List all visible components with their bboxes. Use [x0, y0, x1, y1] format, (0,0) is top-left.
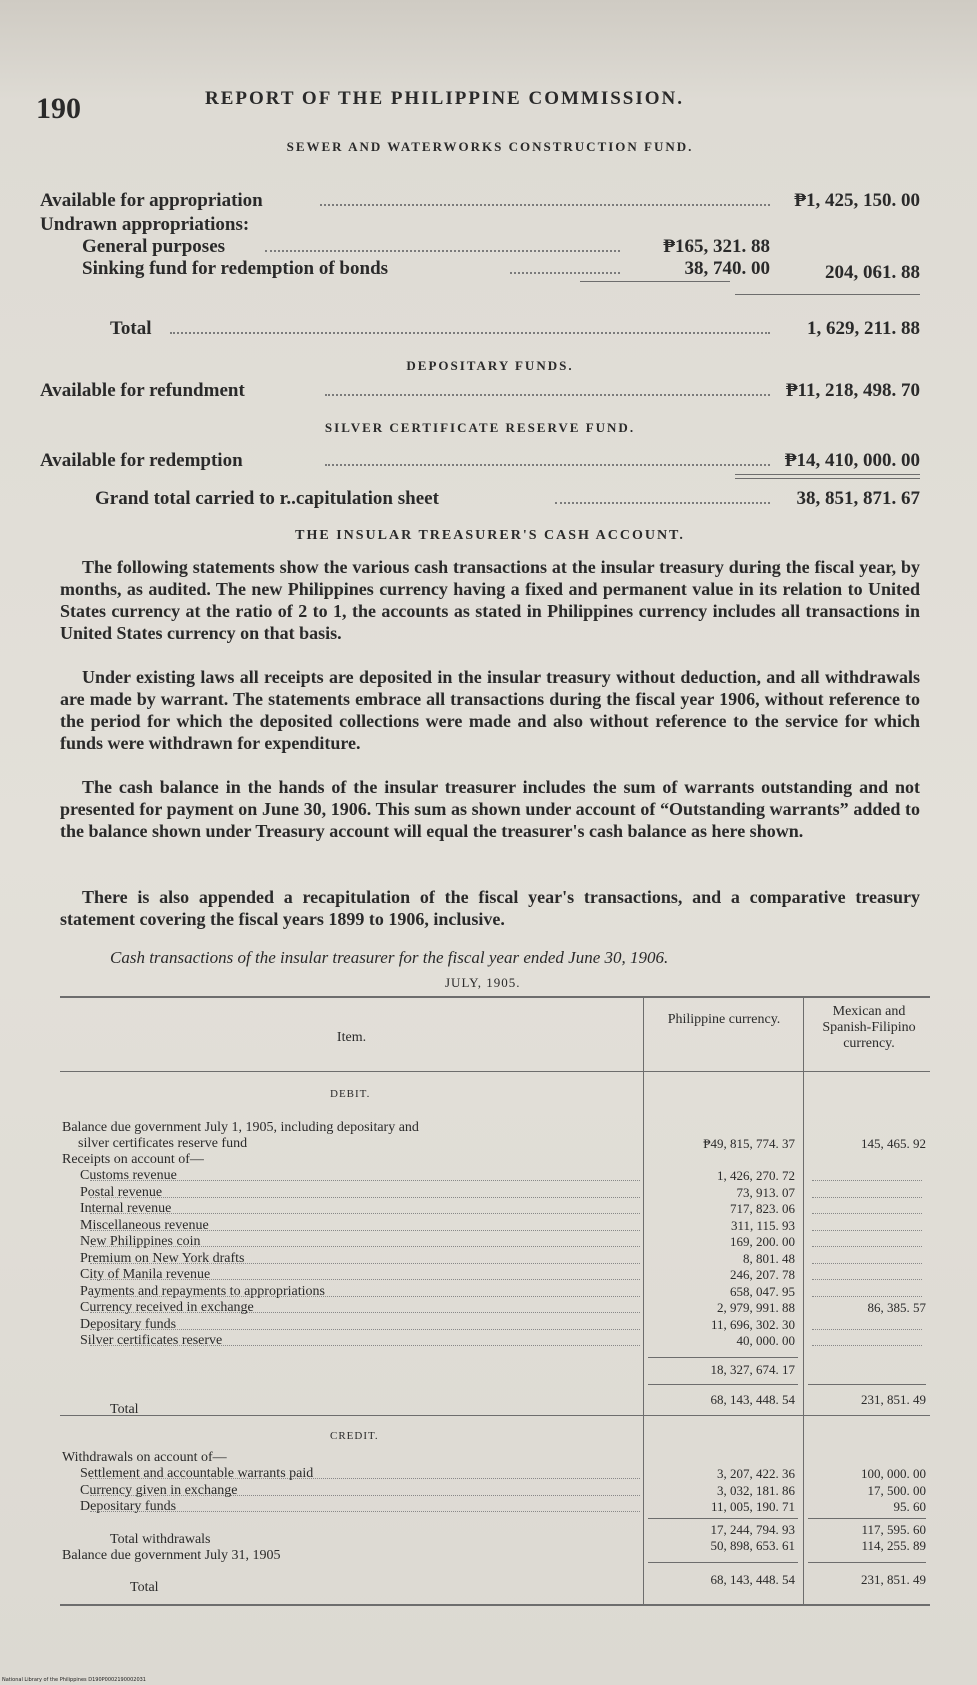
withdrawals-row-mex: 100, 000. 00: [861, 1466, 926, 1481]
receipts-row-label: Internal revenue: [80, 1201, 172, 1216]
library-stamp: National Library of the Philippines D190P0002190002031: [2, 1677, 146, 1683]
sewer-undrawn-total: 204, 061. 88: [825, 262, 920, 283]
empty-cell-dots: [812, 1213, 922, 1214]
table-top-rule: [60, 996, 930, 998]
debit-total-rule: [648, 1384, 798, 1385]
paragraph-4-text: There is also appended a recapitulation of the fiscal year's transactions, and a comparative treasury statement covering the fiscal years 1899 to 1906, inclusive.: [60, 887, 920, 929]
credit-total-mex: 231, 851. 49: [861, 1572, 926, 1587]
debit-heading: DEBIT.: [330, 1088, 371, 1100]
receipts-row-mex: 86, 385. 57: [867, 1300, 926, 1315]
receipts-row-label: Customs revenue: [80, 1168, 177, 1183]
sewer-total-label: Total: [110, 318, 152, 339]
empty-cell-dots: [812, 1345, 922, 1346]
silver-label: Available for redemption: [40, 450, 243, 471]
paragraph-4: [60, 886, 920, 934]
credit-total-phil: 68, 143, 448. 54: [710, 1572, 795, 1587]
receipts-row-label: New Philippines coin: [80, 1234, 201, 1249]
col-header-item: Item.: [336, 1030, 367, 1045]
withdrawals-label: Withdrawals on account of—: [62, 1450, 227, 1465]
receipts-row-label: Miscellaneous revenue: [80, 1217, 209, 1233]
withdrawals-row-label: Settlement and accountable warrants paid: [80, 1466, 314, 1481]
debit-credit-rule: [60, 1415, 930, 1416]
credit-total-rule: [648, 1562, 798, 1563]
credit-heading: CREDIT.: [330, 1430, 379, 1442]
receipts-row-label: Silver certificates reserve: [80, 1333, 223, 1348]
double-rule-bottom: [735, 478, 920, 479]
receipts-row-phil: 246, 207. 78: [730, 1267, 795, 1282]
empty-cell-dots: [812, 1230, 922, 1231]
receipts-row-phil: 73, 913. 07: [736, 1184, 795, 1200]
withdrawals-row-mex: 95. 60: [893, 1499, 926, 1514]
grand-total-row: [40, 488, 920, 514]
paragraph-3: [60, 776, 920, 886]
empty-cell-dots: [812, 1197, 922, 1198]
withdrawals-sum-rule: [648, 1518, 798, 1519]
empty-cell-dots: [812, 1279, 922, 1280]
sewer-undrawn-label: Undrawn appropriations:: [40, 214, 250, 235]
balance-label-line1: Balance due government July 1, 1905, including depositary and: [62, 1120, 419, 1135]
col-divider-1: [643, 997, 644, 1605]
sewer-sinking-amount: 38, 740. 00: [684, 258, 770, 279]
sewer-undrawn-total-row: [40, 262, 920, 288]
receipts-row-label: Postal revenue: [80, 1184, 163, 1200]
debit-total-label: Total: [110, 1402, 139, 1417]
receipts-row-phil: 717, 823. 06: [730, 1201, 795, 1216]
col-divider-2: [803, 997, 804, 1605]
receipts-row-label: Premium on New York drafts: [80, 1250, 245, 1266]
double-rule-top: [735, 474, 920, 475]
sewer-general-amount: ₱165, 321. 88: [663, 236, 770, 257]
paragraph-1-text: The following statements show the various cash transactions at the insular treasury during the fiscal year, by months, as audited. The new Philippines currency having a fixed and permanent value in its relation to United States currency at the ratio of 2 to 1, the accounts as stated in Philippines currency includes all transactions in United States currency on that basis.: [60, 557, 920, 643]
withdrawals-row-label: Currency given in exchange: [80, 1482, 238, 1498]
receipts-row-phil: 8, 801. 48: [743, 1250, 795, 1266]
sewer-fund-heading: SEWER AND WATERWORKS CONSTRUCTION FUND.: [286, 139, 694, 154]
debit-total-mex: 231, 851. 49: [861, 1392, 926, 1407]
leader-dots: [90, 1213, 640, 1214]
depositary-row: [40, 380, 920, 406]
debit-total-rule-mex: [808, 1384, 926, 1385]
depositary-label: Available for refundment: [40, 380, 245, 401]
withdrawals-sum-rule-mex: [808, 1518, 926, 1519]
leader-dots: [325, 464, 770, 466]
receipts-row-phil: 2, 979, 991. 88: [717, 1300, 795, 1315]
paragraph-2-text: Under existing laws all receipts are deposited in the insular treasury without deduction, and all withdrawals are made by warrant. The statements embrace all transactions during the fiscal year 1906, without reference to the period for which the deposited collections were made and also without reference to the service for which funds were withdrawn for expenditure.: [60, 667, 920, 753]
empty-cell-dots: [812, 1296, 922, 1297]
leader-dots: [325, 394, 770, 396]
debit-total-phil: 68, 143, 448. 54: [710, 1392, 795, 1407]
silver-amount: ₱14, 410, 000. 00: [784, 450, 920, 471]
leader-dots: [320, 204, 770, 206]
receipts-row-phil: 169, 200. 00: [730, 1234, 795, 1249]
receipts-sum-phil: 18, 327, 674. 17: [710, 1362, 795, 1377]
running-title: REPORT OF THE PHILIPPINE COMMISSION.: [205, 88, 685, 109]
depositary-heading: DEPOSITARY FUNDS.: [406, 358, 574, 373]
credit-total-rule-mex: [808, 1562, 926, 1563]
receipts-row-phil: 11, 696, 302. 30: [710, 1316, 795, 1332]
total-withdrawals-phil: 17, 244, 794. 93: [710, 1522, 795, 1537]
withdrawals-row-phil: 3, 032, 181. 86: [717, 1482, 795, 1498]
receipts-row-phil: 40, 000. 00: [736, 1333, 795, 1348]
empty-cell-dots: [812, 1180, 922, 1181]
paragraph-1: [60, 556, 920, 666]
balance-end-phil: 50, 898, 653. 61: [710, 1538, 795, 1553]
balance-mex: 145, 465. 92: [861, 1136, 926, 1151]
sewer-general-label: General purposes: [82, 236, 226, 257]
insular-heading: THE INSULAR TREASURER'S CASH ACCOUNT.: [295, 528, 685, 543]
balance-phil: ₱49, 815, 774. 37: [703, 1136, 795, 1151]
table-month: JULY, 1905.: [445, 975, 521, 990]
leader-dots: [265, 250, 620, 252]
leader-dots: [170, 332, 770, 334]
withdrawals-row-phil: 11, 005, 190. 71: [710, 1499, 795, 1514]
sewer-available-amount: ₱1, 425, 150. 00: [794, 190, 920, 211]
silver-heading: SILVER CERTIFICATE RESERVE FUND.: [324, 420, 636, 435]
total-withdrawals-mex: 117, 595. 60: [861, 1522, 926, 1537]
total-withdrawals-label: Total withdrawals: [110, 1532, 211, 1547]
paragraph-3-text: The cash balance in the hands of the insular treasurer includes the sum of warrants outstanding and not presented for payment on June 30, 1906. This sum as shown under account of “Outstanding warrants” added to the balance shown under Treasury account will equal the treasurer's cash balance as here shown.: [60, 777, 920, 841]
empty-cell-dots: [812, 1246, 922, 1247]
empty-cell-dots: [812, 1329, 922, 1330]
leader-dots: [90, 1197, 640, 1198]
receipts-row-label: Payments and repayments to appropriations: [80, 1283, 325, 1299]
withdrawals-row-label: Depositary funds: [80, 1499, 177, 1514]
sewer-total-amount: 1, 629, 211. 88: [807, 318, 920, 339]
sewer-available-row: [40, 190, 920, 216]
receipts-row-phil: 311, 115. 93: [730, 1217, 795, 1233]
balance-end-mex: 114, 255. 89: [861, 1538, 926, 1553]
empty-cell-dots: [812, 1263, 922, 1264]
receipts-row-label: City of Manila revenue: [80, 1267, 211, 1282]
sewer-total-row: [40, 318, 920, 344]
balance-label-line2: silver certificates reserve fund: [78, 1136, 248, 1151]
table-bottom-rule: [60, 1604, 930, 1606]
receipts-row-label: Currency received in exchange: [80, 1300, 254, 1315]
silver-row: [40, 450, 920, 476]
withdrawals-row-phil: 3, 207, 422. 36: [717, 1466, 795, 1481]
credit-total-label: Total: [130, 1580, 159, 1595]
total-rule: [735, 294, 920, 295]
page-number: 190: [36, 92, 81, 125]
grand-total-amount: 38, 851, 871. 67: [796, 488, 920, 509]
col-header-philippine: Philippine currency.: [667, 1012, 781, 1027]
receipts-row-phil: 658, 047. 95: [730, 1283, 795, 1299]
withdrawals-row-mex: 17, 500. 00: [867, 1482, 926, 1498]
receipts-row-phil: 1, 426, 270. 72: [717, 1168, 795, 1183]
receipts-row-label: Depositary funds: [80, 1316, 177, 1332]
receipts-label: Receipts on account of—: [62, 1152, 204, 1167]
depositary-amount: ₱11, 218, 498. 70: [785, 380, 920, 401]
table-caption: Cash transactions of the insular treasurer for the fiscal year ended June 30, 1906.: [110, 948, 669, 967]
receipts-sum-rule: [648, 1357, 798, 1358]
sewer-available-label: Available for appropriation: [40, 190, 263, 211]
col-header-mexican: Mexican and Spanish-Filipino currency.: [822, 1004, 916, 1051]
table-head-rule: [60, 1071, 930, 1072]
balance-end-label: Balance due government July 31, 1905: [62, 1548, 281, 1563]
grand-total-label: Grand total carried to r..capitulation sheet: [95, 488, 439, 509]
paragraph-2: [60, 666, 920, 776]
sewer-sinking-label: Sinking fund for redemption of bonds: [82, 258, 389, 279]
